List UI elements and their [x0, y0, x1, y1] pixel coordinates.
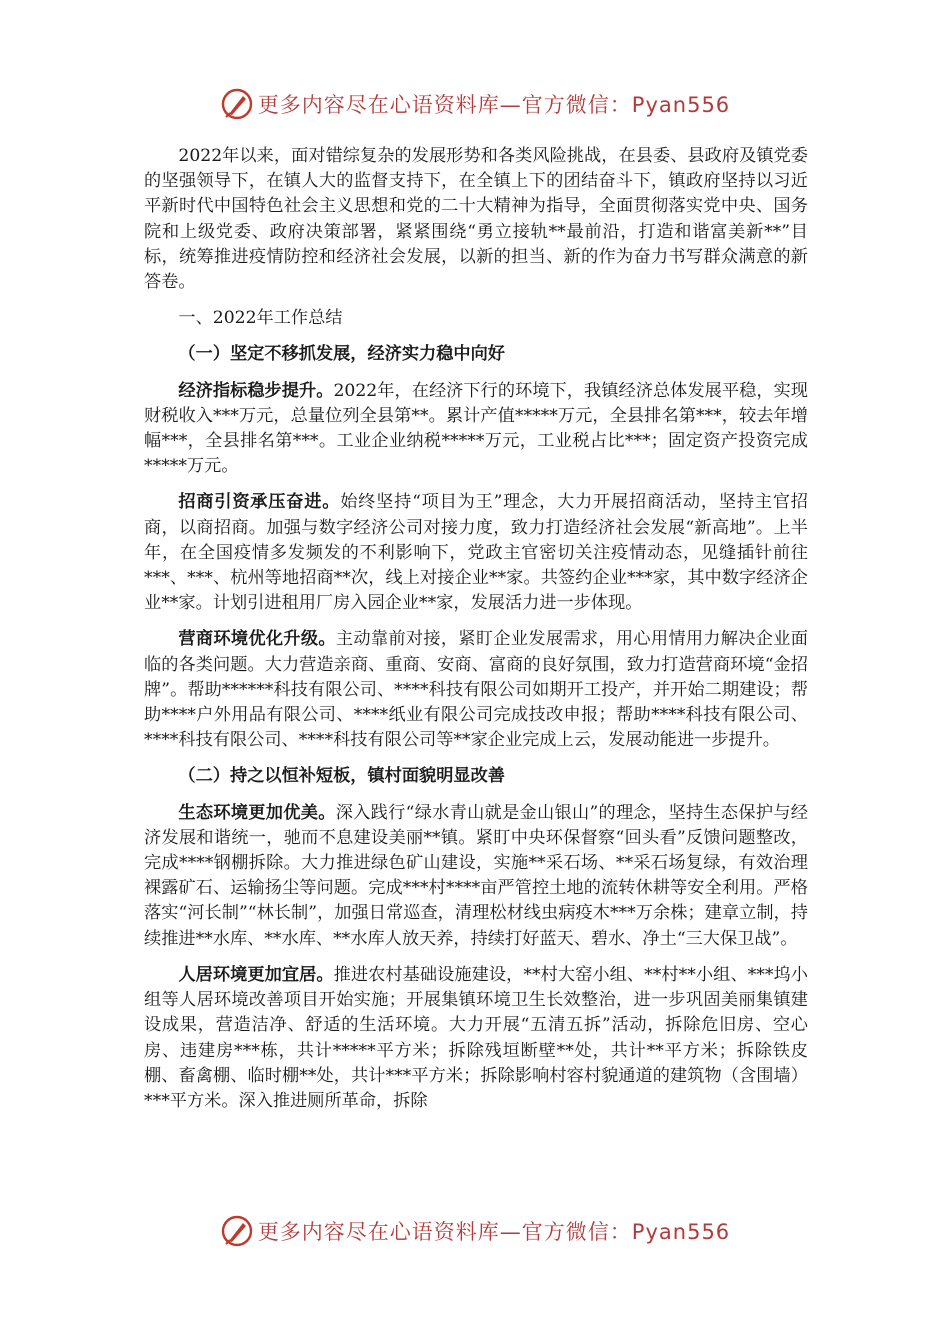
paragraph-ecology — [144, 801, 808, 952]
banner-text: 更多内容尽在心语资料库—官方微信：Pyan556 — [257, 1220, 731, 1244]
paragraph-economy — [144, 379, 808, 480]
paragraph-body: 主动靠前对接，紧盯企业发展需求，用心用情用力解决企业面临的各类问题。大力营造亲商、重商、安商、富商的良好氛围，致力打造营商环境“金招牌”。帮助******科技有限公司、****科技有限公司如期开工投产，并开始二期建设；帮助****户外用品有限公司、****纸业有限公司完成技改申报；帮助****科技有限公司、****科技有限公司、****科技有限公司等**家企业完成上云，发展动能进一步提升。 — [144, 629, 808, 751]
footer-banner — [0, 1211, 950, 1251]
paragraph-body: 推进农村基础设施建设，**村大窑小组、**村**小组、***坞小组等人居环境改善项目开始实施；开展集镇环境卫生长效整治，进一步巩固美丽集镇建设成果，营造洁净、舒适的生活环境。大力开展“五清五拆”活动，拆除危旧房、空心房、违建房***栋，共计*****平方米；拆除残垣断壁**处，共计**平方米；拆除铁皮棚、畜禽棚、临时棚**处，共计***平方米；拆除影响村容村貌通道的建筑物（含围墙）***平方米。深入推进厕所革命，拆除 — [144, 964, 808, 1111]
paragraph-living-environment — [144, 963, 808, 1114]
paragraph-lead: 经济指标稳步提升。 — [178, 380, 334, 401]
paragraph-body: 2022年，在经济下行的环境下，我镇经济总体发展平稳，实现财税收入***万元，总量位列全县第**。累计产值*****万元，全县排名第***，较去年增幅***，全县排名第***。工业企业纳税*****万元，工业税占比***；固定资产投资完成*****万元。 — [144, 380, 808, 477]
paragraph-body: 始终坚持“项目为王”理念，大力开展招商活动，坚持主官招商，以商招商。加强与数字经济公司对接力度，致力打造经济社会发展“新高地”。上半年，在全国疫情多发频发的不利影响下，党政主官密切关注疫情动态，见缝插针前往***、***、杭州等地招商**次，线上对接企业**家。共签约企业***家，其中数字经济企业**家。计划引进租用厂房入园企业**家，发展活力进一步体现。 — [144, 492, 808, 614]
quill-logo-icon — [220, 87, 254, 121]
quill-logo-icon — [220, 1214, 254, 1248]
paragraph-business-environment — [144, 627, 808, 753]
section-heading: 一、2022年工作总结 — [178, 308, 343, 329]
paragraph-body: 深入践行“绿水青山就是金山银山”的理念，坚持生态保护与经济发展和谐统一，驰而不息建设美丽**镇。紧盯中央环保督察“回头看”反馈问题整改，完成****钢棚拆除。大力推进绿色矿山建设，实施**采石场、**采石场复绿，有效治理裸露矿石、运输扬尘等问题。完成***村****亩严管控土地的流转休耕等安全利用。严格落实“河长制”“林长制”，加强日常巡查，清理松材线虫病疫木***万余株；建章立制，持续推进**水库、**水库、**水库人放天养，持续打好蓝天、碧水、净土“三大保卫战”。 — [144, 802, 808, 949]
header-banner — [0, 84, 950, 124]
paragraph-lead: 人居环境更加宜居。 — [178, 964, 334, 985]
intro-paragraph: 2022年以来，面对错综复杂的发展形势和各类风险挑战，在县委、县政府及镇党委的坚强领导下，在镇人大的监督支持下，在全镇上下的团结奋斗下，镇政府坚持以习近平新时代中国特色社会主义思想和党的二十大精神为指导，全面贯彻落实党中央、国务院和上级党委、政府决策部署，紧紧围绕“勇立接轨**最前沿，打造和谐富美新**”目标，统筹推进疫情防控和经济社会发展，以新的担当、新的作为奋力书写群众满意的新答卷。 — [144, 146, 808, 293]
paragraph-lead: 招商引资承压奋进。 — [178, 492, 341, 513]
paragraph-lead: 营商环境优化升级。 — [178, 629, 336, 650]
subsection-heading-1: （一）坚定不移抓发展，经济实力稳中向好 — [178, 344, 505, 365]
subsection-heading-2: （二）持之以恒补短板，镇村面貌明显改善 — [178, 766, 505, 787]
paragraph-investment — [144, 490, 808, 616]
paragraph-lead: 生态环境更加优美。 — [178, 802, 336, 823]
banner-text: 更多内容尽在心语资料库—官方微信：Pyan556 — [257, 93, 731, 117]
document-body — [144, 144, 808, 1125]
